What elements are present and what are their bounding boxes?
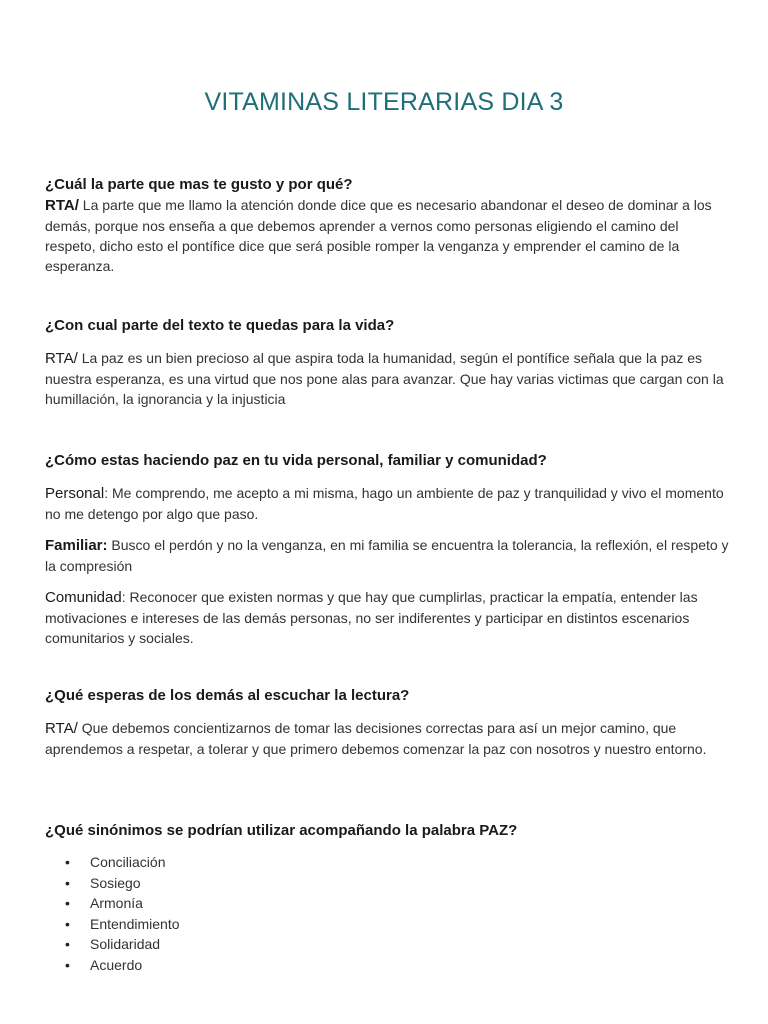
personal-label: Personal [45, 485, 105, 502]
section-synonyms [45, 821, 730, 975]
bullet-icon: • [65, 874, 70, 891]
familiar-paragraph [45, 535, 730, 576]
answer-text: La paz es un bien precioso al que aspira toda la humanidad, según el pontífice señala que la paz es nuestra esperanza, es una virtud que nos pone alas para avanzar. Que hay varias victimas que cargan con la humillación, la ignorancia y la injusticia [45, 350, 724, 407]
answer-label: RTA/ [45, 197, 79, 214]
section-favorite-part [45, 175, 730, 276]
bullet-icon: • [65, 936, 70, 952]
familiar-text: Busco el perdón y no la venganza, en mi familia se encuentra la tolerancia, la reflexión, el respeto y la compresión [45, 537, 729, 574]
list-item: • Solidaridad [45, 934, 730, 955]
personal-text: : Me comprendo, me acepto a mi misma, hago un ambiente de paz y tranquilidad y vivo el momento no me detengo por algo que paso. [45, 485, 724, 522]
bullet-icon: • [65, 895, 70, 911]
comunidad-text: : Reconocer que existen normas y que hay que cumplirlas, practicar la empatía, entender las motivaciones e intereses de las demás personas, no ser indiferentes y participar en distintos escenarios comunitarios y sociales. [45, 589, 698, 646]
answer-paragraph [45, 195, 730, 276]
list-item: • Armonía [45, 893, 730, 914]
answer-text: La parte que me llamo la atención donde dice que es necesario abandonar el deseo de dominar a los demás, porque nos enseña a que debemos aprender a vernos como personas eligiendo el camino del respeto, dicho esto el pontífice dice que será posible romper la venganza y emprender el camino de la esperanza. [45, 197, 712, 274]
answer-label: RTA/ [45, 720, 78, 737]
personal-paragraph [45, 483, 730, 524]
question-heading: ¿Cuál la parte que mas te gusto y por qué? [45, 176, 353, 193]
question-heading: ¿Qué sinónimos se podrían utilizar acompañando la palabra PAZ? [45, 822, 518, 839]
section-making-peace [45, 451, 730, 648]
answer-paragraph [45, 718, 730, 759]
answer-text: Que debemos concientizarnos de tomar las decisiones correctas para así un mejor camino, que aprendemos a respetar, a tolerar y que primero debemos comenzar la paz con nosotros y nuestro entorno. [45, 720, 707, 757]
list-item: • Conciliación [45, 852, 730, 873]
list-item: • Entendimiento [45, 914, 730, 935]
synonym-list [45, 852, 730, 975]
answer-label: RTA/ [45, 350, 78, 367]
bullet-icon: • [65, 915, 70, 932]
list-item: • Acuerdo [45, 955, 730, 976]
section-expectations [45, 686, 730, 759]
familiar-label: Familiar: [45, 537, 108, 554]
comunidad-label: Comunidad [45, 589, 122, 606]
question-heading: ¿Con cual parte del texto te quedas para la vida? [45, 317, 395, 334]
document-title: VITAMINAS LITERARIAS DIA 3 [204, 88, 564, 116]
comunidad-paragraph [45, 587, 730, 648]
list-item: • Sosiego [45, 873, 730, 894]
bullet-icon: • [65, 854, 70, 870]
question-heading: ¿Qué esperas de los demás al escuchar la lectura? [45, 687, 410, 704]
question-heading: ¿Cómo estas haciendo paz en tu vida personal, familiar y comunidad? [45, 452, 547, 469]
bullet-icon: • [65, 956, 70, 973]
answer-paragraph [45, 348, 730, 409]
section-life-lesson [45, 316, 730, 409]
